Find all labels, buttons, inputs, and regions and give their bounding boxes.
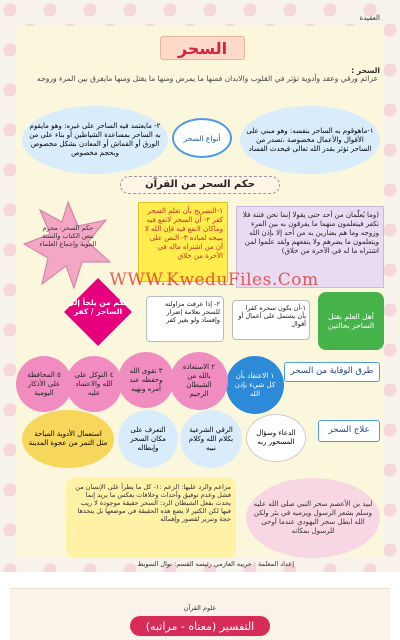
- scholars-text: أهل العلم بقتل الساحر بحالتين: [327, 312, 375, 330]
- treatment-item-1: [246, 414, 306, 462]
- treatment-item-1-text: الدعاء وسؤال المسحور ربه: [256, 429, 296, 446]
- protection-circle-5: [16, 356, 72, 412]
- ruling-star-text: حكم السحر: محرم بنص الكتاب والسنة النبوية وإجماع العلماء: [39, 224, 97, 248]
- verse-text: (وما يُعلّمان من أحد حتى يقولا إنما نحن فتنة فلا تكفر فيتعلمون منهما ما يفرقون به بين المرء وزوجه وما هم بضارين به من أحد إلا بإذن الله ويتعلمون ما يضرهم ولا ينفعهم ولقد علموا لمن اشتراه ما له في الآخرة من خلاق): [242, 211, 379, 255]
- ruling-diamond-text: حكم من يلجأ إلى الساحر / كفر: [67, 298, 129, 316]
- treatment-item-4-text: استعمال الأدوية المباحة مثل التمر من عجوة المدينة: [28, 430, 108, 447]
- protection-circle-4-text: ٤ التوكل على الله والاعتماد عليه: [74, 370, 114, 397]
- types-center-label: أنواع السحر: [183, 133, 221, 143]
- protection-circle-3: [118, 352, 174, 408]
- treatment-item-3: [118, 410, 178, 468]
- types-right-ellipse: [240, 106, 380, 174]
- protection-circle-5-text: ٥ المحافظة على الأذكار اليومية: [27, 370, 61, 397]
- claims-text: مزاعم والرد عليها: الزعم :١- كل ما يطرأ على الإنسان من فشل وعدم توفيق وأحداث وخلافات يعكس ما يريد إنما يحدث بفعل الشيطان الرد: السحر حقيقة موجودة لا ريب فيها لكن الكثير لا يضع هذه الحقيقة في موضعها بل يتخذها حجة وتبرير لقصور وإهماله: [75, 483, 231, 523]
- verse-points-text: ١-التصريح بأن تعلم السحر كفر ٢- أن السحر لانفع فيه وماكان لانفع فيه فإن الله لا يبيحه لعباده ٣- النص على أن من اشتراه ماله في الأخرة من خلاق: [144, 207, 223, 260]
- watermark: WWW.KweduFiles.Com: [109, 270, 319, 290]
- treatment-item-2: [180, 410, 242, 468]
- protection-heading: طرق الوقاية من السحر: [290, 366, 374, 376]
- labid-ellipse: [246, 478, 380, 558]
- page-two-title: التفسير (معناه - مراتبه): [145, 619, 255, 633]
- protection-circle-2-text: ٢ الاستعاذة بالله من الشيطان الرجيم: [182, 363, 216, 398]
- protection-circle-4: [66, 356, 122, 412]
- types-center-badge: [172, 118, 232, 158]
- treatment-item-3-text: التعرف على مكان السحر وإبطاله: [130, 425, 166, 452]
- treatment-item-4: [22, 410, 114, 468]
- ruling-point-1: [232, 300, 310, 340]
- ruling-point-2: [146, 296, 224, 342]
- scholars-badge: [318, 292, 384, 350]
- treatment-item-2-text: الرقي الشرعية بكلام الله وكلام نبيه: [188, 425, 234, 452]
- corner-label: العقيدة: [359, 14, 380, 22]
- quran-heading: حكم السحر من القرآن: [145, 179, 255, 190]
- labid-text: لبيد بن الأعصم سحر النبي صلى الله عليه وسلم بشعر الرسول ويرميه في بئر ولكن الله ابطل سحر اليهودي عندما أوحى للرسول بمكانه: [253, 500, 373, 535]
- types-right-text: ١-ماهوقوم به الساحر بنفسه: وهو مبني على الأقوال والأعمال مخصوصة ،تصدر من الساحر تؤثر بقدر الله تعالى فيحدث الفساد: [246, 126, 374, 153]
- protection-circle-1-text: ١ الاعتقاد بأن كل شيء بإذن الله: [234, 371, 276, 398]
- types-left-text: ٢- مايعتمد فيه الساحر على غيره: وهو مايقوم به الساحر بمساعدة الشياطين أو بناء على من الورق أو القماش أو المعادن بشكل مخصوص وبحجم مخصوص: [29, 122, 161, 157]
- page-two-subject: علوم القرآن: [183, 604, 217, 612]
- types-left-ellipse: [22, 106, 168, 174]
- protection-circle-1: [226, 356, 284, 414]
- definition-label: السحر :: [351, 66, 380, 75]
- credits: إعداد المعلمة : حريبه العازمي رئيسه القسم: نوال السويط: [137, 560, 294, 568]
- page-title: السحر: [160, 36, 245, 60]
- protection-circle-2: [170, 352, 228, 410]
- ruling-point-2-text: ٢- إذا عرفت مزاولته للسحر بعلامة إضرار وإفساد ولو بغير كفر: [165, 300, 220, 324]
- definition-text: عزائم ورقي وعقد وأدوية تؤثر في القلوب والابدان فمنها ما يمرض ومنها ما يقتل ومنها مايفرق بين المرء وزوجه: [37, 74, 378, 83]
- ruling-point-1-text: ١-أن يكون سحره كفرا بأن يشتمل على أعمال أو أقوال: [238, 304, 306, 328]
- treatment-heading: علاج السحر: [328, 425, 370, 435]
- page-two-title-pill: [130, 616, 270, 636]
- claims-box: [66, 478, 236, 558]
- protection-circle-3-text: ٣ تقوى الله وحفظه عند أمره ونهيه: [129, 366, 163, 393]
